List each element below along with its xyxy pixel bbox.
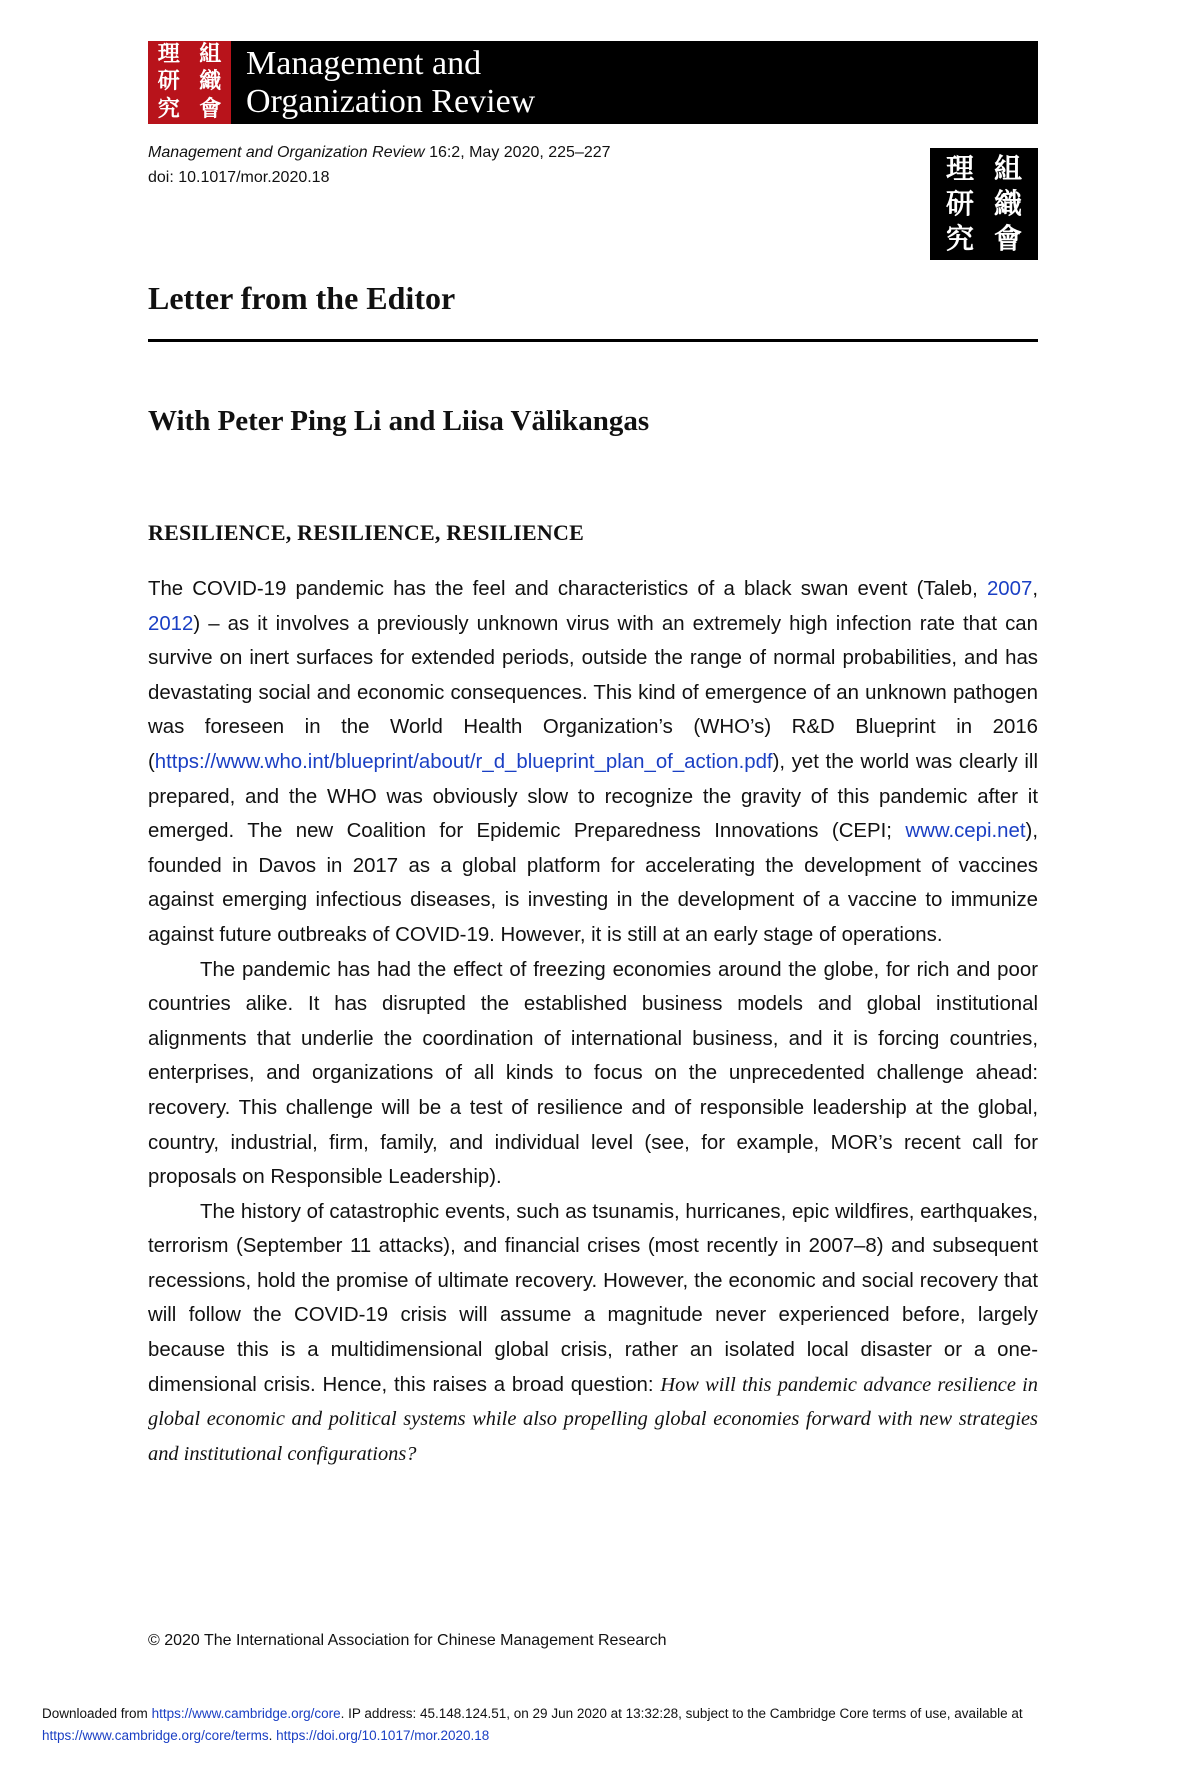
cepi-link[interactable]: www.cepi.net	[905, 820, 1026, 843]
logo-char: 研	[157, 69, 180, 95]
citation-issue: 16:2, May 2020, 225–227	[429, 144, 611, 161]
seal-char: 研	[945, 186, 974, 220]
citation-block	[148, 140, 611, 190]
logo-char: 組	[199, 41, 222, 67]
seal-char: 理	[945, 152, 974, 186]
paragraph-1	[148, 572, 1038, 953]
paragraph-text: The COVID-19 pandemic has the feel and characteristics of a black swan event (Taleb,	[148, 578, 987, 600]
journal-title	[246, 45, 535, 121]
download-text: . IP address: 45.148.124.51, on 29 Jun 2020 at 13:32:28, subject to the Cambridge Core terms of use, available at	[340, 1706, 1023, 1721]
paragraph-3	[148, 1195, 1038, 1472]
download-text: Downloaded from	[42, 1706, 152, 1721]
authors-line: With Peter Ping Li and Liisa Välikangas	[148, 405, 650, 437]
paragraph-text: The history of catastrophic events, such as tsunamis, hurricanes, epic wildfires, earthquakes, terrorism (September 11 attacks), and financial crises (most recently in 2007–8) and subsequent recessions, hold the promise of ultimate recovery. However, the economic and social recovery that will follow the COVID-19 crisis will assume a magnitude never experienced before, largely because this is a multidimensional global crisis, rather an isolated local disaster or a one-dimensional crisis. Hence, this raises a broad question:	[148, 1200, 1038, 1396]
paragraph-text: ), founded in Davos in 2017 as a global platform for accelerating the development of vaccines against emerging infectious diseases, is investing in the development of a vaccine to immunize against future outbreaks of COVID-19. However, it is still at an early stage of operations.	[148, 820, 1038, 946]
cambridge-core-link[interactable]: https://www.cambridge.org/core	[151, 1706, 341, 1721]
doi-link[interactable]: https://doi.org/10.1017/mor.2020.18	[276, 1728, 490, 1743]
article-type-heading: Letter from the Editor	[148, 280, 456, 316]
article-body	[148, 572, 1038, 1471]
journal-seal	[930, 148, 1038, 260]
who-blueprint-link[interactable]: https://www.who.int/blueprint/about/r_d_blueprint_plan_of_action.pdf	[154, 750, 773, 773]
section-heading: RESILIENCE, RESILIENCE, RESILIENCE	[148, 520, 584, 545]
copyright-notice: © 2020 The International Association for Chinese Management Research	[148, 1632, 667, 1649]
journal-logo	[148, 41, 231, 124]
paragraph-text: ) – as it involves a previously unknown virus with an extremely high infection rate that can survive on inert surfaces for extended periods, outside the range of normal probabilities, and has devastating social and economic consequences. This kind of emergence of an unknown pathogen was foreseen in the World Health Organization’s (WHO’s) R&D Blueprint in 2016 (	[148, 612, 1038, 773]
download-notice	[42, 1703, 1172, 1747]
heading-rule	[148, 339, 1038, 342]
journal-banner	[148, 41, 1038, 124]
terms-link[interactable]: https://www.cambridge.org/core/terms	[42, 1728, 269, 1743]
paragraph-2: The pandemic has had the effect of freezing economies around the globe, for rich and poor countries alike. It has disrupted the established business models and global institutional alignments that underlie the coordination of international business, and it is forcing countries, enterprises, and organizations of all kinds to focus on the unprecedented challenge ahead: recovery. This challenge will be a test of resilience and of responsible leadership at the global, country, industrial, firm, family, and individual level (see, for example, MOR’s recent call for proposals on Responsible Leadership).	[148, 958, 1038, 1189]
journal-title-line1: Management and	[246, 45, 482, 82]
citation-journal: Management and Organization Review	[148, 144, 425, 161]
logo-char: 究	[157, 97, 180, 123]
download-text: .	[268, 1728, 277, 1743]
paragraph-text: ), yet the world was clearly ill prepared, and the WHO was obviously slow to recognize the gravity of this pandemic after it emerged. The new Coalition for Epidemic Preparedness Innovations (CEPI;	[148, 750, 1038, 843]
logo-char: 理	[157, 41, 180, 67]
seal-char: 織	[993, 186, 1022, 220]
journal-title-line2: Organization Review	[246, 83, 536, 120]
citation-doi: doi: 10.1017/mor.2020.18	[148, 169, 330, 186]
logo-char: 織	[199, 69, 222, 95]
paragraph-text: ,	[1032, 578, 1038, 600]
seal-char: 組	[993, 152, 1022, 186]
reference-link-2012[interactable]: 2012	[148, 612, 194, 635]
research-question: How will this pandemic advance resilience in global economic and political systems while also propelling global economies forward with new strategies and institutional configurations?	[148, 1373, 1038, 1465]
reference-link-2007[interactable]: 2007	[986, 578, 1033, 600]
logo-char: 會	[199, 97, 222, 123]
citation-line	[148, 140, 611, 165]
seal-char: 會	[993, 221, 1022, 255]
seal-char: 究	[945, 221, 974, 255]
